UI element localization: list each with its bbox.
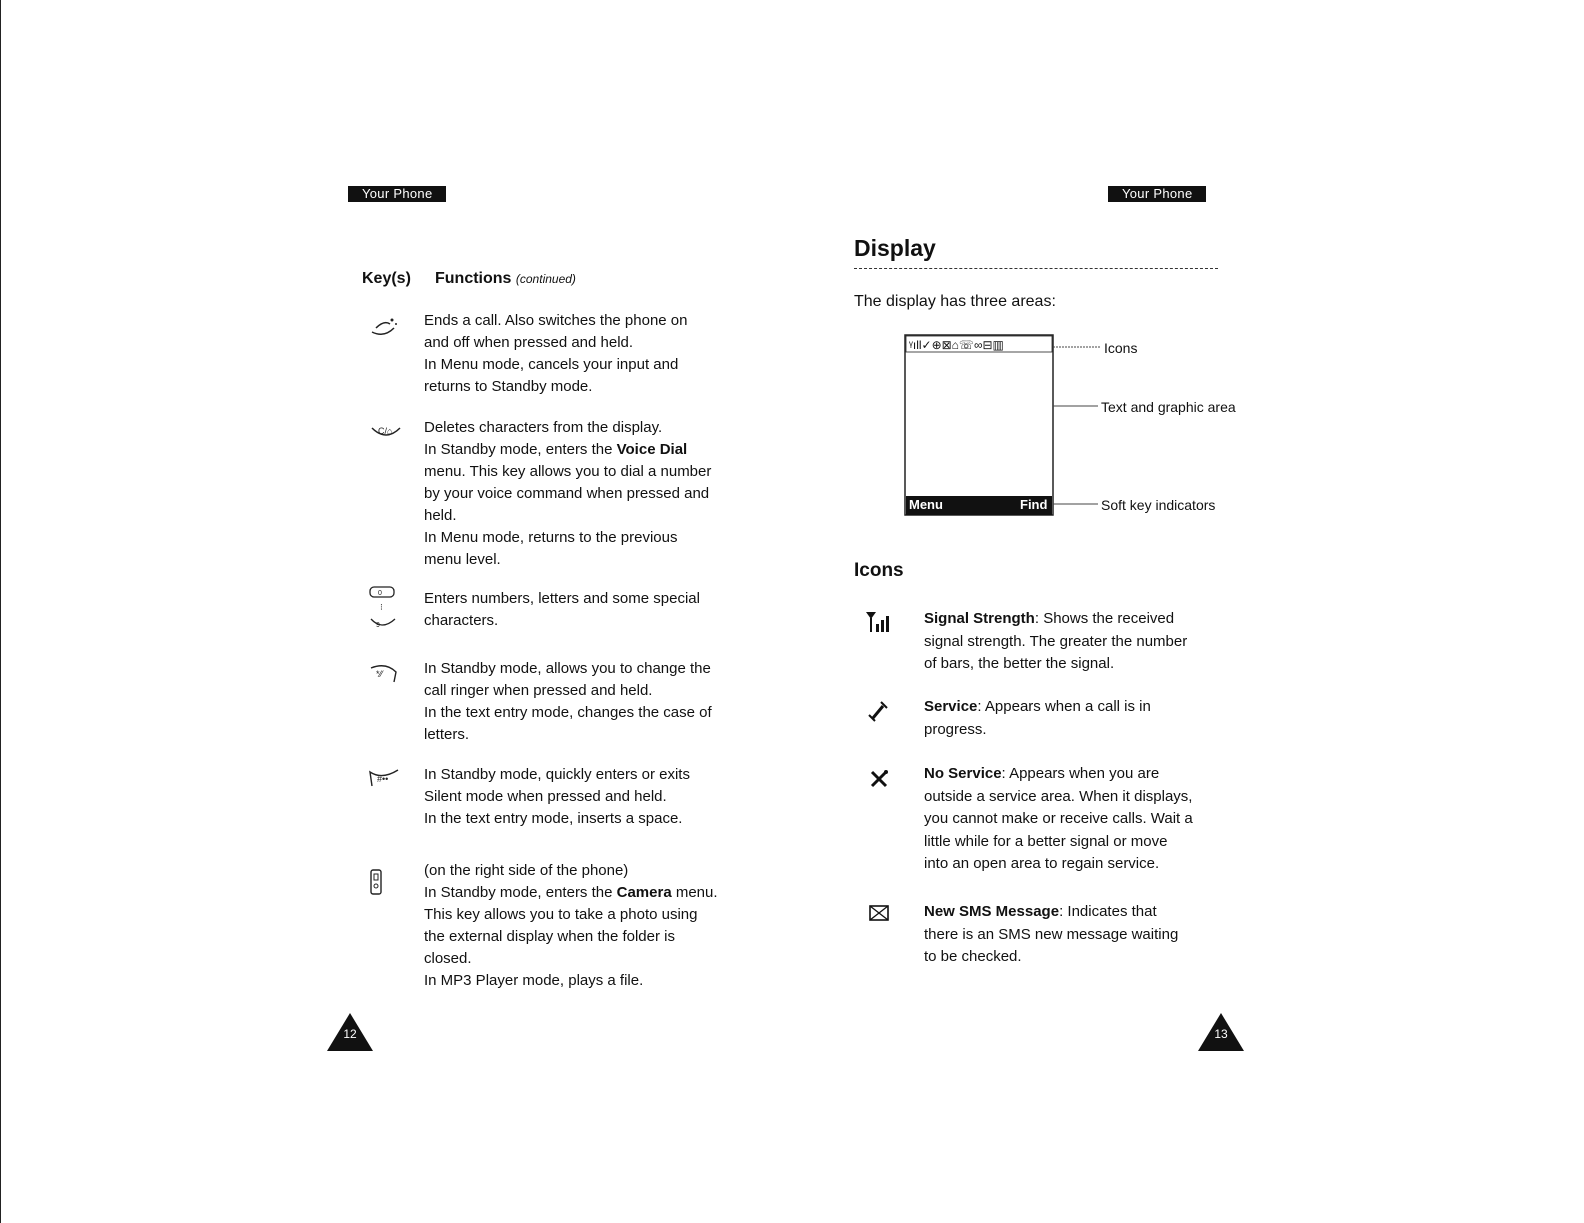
end-key-description — [424, 310, 724, 398]
text-line: New SMS Message: Indicates that — [924, 903, 1157, 920]
text-line: In the text entry mode, inserts a space. — [424, 810, 683, 827]
page-number-text: 13 — [1214, 1027, 1228, 1041]
text-line: Signal Strength: Shows the received — [924, 610, 1175, 627]
page-edge-rule — [0, 0, 1, 1223]
voice-dial-term: Voice Dial — [616, 441, 688, 458]
text-line: by your voice command when pressed and — [424, 485, 710, 502]
text-line: into an open area to regain service. — [924, 855, 1160, 872]
text-line: the external display when the folder is — [424, 928, 675, 945]
text-line: menu level. — [424, 551, 501, 568]
display-intro: The display has three areas: — [854, 293, 1056, 310]
text-line: (on the right side of the phone) — [424, 862, 629, 879]
text-line: In Menu mode, cancels your input and — [424, 356, 679, 373]
text-line: In Menu mode, returns to the previous — [424, 529, 678, 546]
functions-column-header — [435, 270, 576, 288]
icon-term: Service — [924, 698, 978, 715]
text-line: held. — [424, 507, 457, 524]
signal-strength-description — [924, 608, 1187, 676]
text-line: menu. This key allows you to dial a number — [424, 463, 712, 480]
text-line: In Standby mode, allows you to change the — [424, 660, 711, 677]
text-line: No Service: Appears when you are — [924, 765, 1160, 782]
page-number-text: 12 — [343, 1027, 357, 1041]
text-line: In MP3 Player mode, plays a file. — [424, 972, 644, 989]
icons-heading: Icons — [854, 560, 904, 581]
star-key-icon — [368, 662, 400, 691]
text-line: you cannot make or receive calls. Wait a — [924, 810, 1193, 827]
text-line: letters. — [424, 726, 470, 743]
text-line: signal strength. The greater the number — [924, 632, 1188, 650]
callout-text-area: Text and graphic area — [1101, 399, 1236, 415]
sms-message-icon — [864, 902, 894, 929]
end-key-icon — [368, 314, 400, 345]
star-key-description — [424, 658, 724, 746]
no-service-description — [924, 763, 1193, 876]
page-number-left — [327, 1013, 373, 1051]
softkey-left-label: Menu — [909, 497, 943, 512]
camera-term: Camera — [616, 884, 672, 901]
clear-key-description — [424, 417, 724, 571]
text-line: closed. — [424, 950, 472, 967]
service-icon — [864, 698, 894, 727]
text-line: progress. — [924, 720, 987, 738]
svg-text:*⁄⁄: *⁄⁄ — [376, 669, 383, 679]
number-keys-icon — [368, 585, 398, 638]
title-rule — [854, 268, 1218, 269]
icon-strip-glyphs: ᵞıll✓⊕⊠⌂☏∞⊟▥ — [909, 338, 1004, 352]
continued-note: (continued) — [515, 272, 576, 286]
text-span: Shows the received — [1043, 610, 1175, 627]
page-title: Display — [854, 235, 936, 261]
signal-strength-icon — [864, 610, 894, 639]
svg-text:#••: #•• — [377, 774, 389, 784]
text-line: of bars, the better the signal. — [924, 655, 1115, 672]
section-tag: Your Phone — [348, 186, 446, 202]
hash-key-icon — [368, 766, 400, 795]
text-line: Deletes characters from the display. — [424, 419, 663, 436]
text-line: Silent mode when pressed and held. — [424, 788, 667, 805]
icon-term: Signal Strength — [924, 610, 1035, 627]
text-line: outside a service area. When it displays, — [924, 787, 1193, 805]
section-tag: Your Phone — [1108, 186, 1206, 202]
callout-soft-keys: Soft key indicators — [1101, 497, 1216, 513]
text-line: call ringer when pressed and held. — [424, 682, 653, 699]
text-span: In Standby mode, enters the — [424, 441, 617, 458]
service-description — [924, 696, 1151, 741]
number-keys-description — [424, 588, 724, 632]
clear-key-icon — [368, 420, 404, 447]
text-span: Appears when you are — [1009, 765, 1160, 782]
icon-term: New SMS Message — [924, 903, 1060, 920]
svg-text:0: 0 — [378, 590, 382, 597]
camera-side-key-icon — [368, 868, 384, 901]
svg-text:9: 9 — [376, 622, 380, 629]
keys-column-header — [362, 270, 411, 288]
text-line: returns to Standby mode. — [424, 378, 593, 395]
hash-key-description — [424, 764, 724, 830]
softkey-right-label: Find — [1020, 497, 1048, 512]
text-line: characters. — [424, 612, 499, 629]
svg-text:C/⌂: C/⌂ — [378, 426, 393, 436]
page-number-right — [1198, 1013, 1244, 1051]
text-span: Indicates that — [1067, 903, 1157, 920]
text-span: Appears when a call is in — [984, 698, 1151, 715]
text-line — [424, 882, 724, 904]
text-line: and off when pressed and held. — [424, 334, 634, 351]
text-line: to be checked. — [924, 948, 1022, 965]
sms-message-description — [924, 901, 1178, 969]
keys-heading: Key(s) — [362, 270, 411, 287]
text-line — [424, 439, 724, 461]
display-screen-frame — [905, 335, 1053, 515]
callout-icons: Icons — [1104, 340, 1138, 356]
text-span: menu. — [671, 884, 718, 901]
text-line: In Standby mode, quickly enters or exits — [424, 766, 690, 783]
text-line: there is an SMS new message waiting — [924, 925, 1179, 943]
text-line: In the text entry mode, changes the case of — [424, 704, 712, 721]
text-span: In Standby mode, enters the — [424, 884, 617, 901]
text-line: Enters numbers, letters and some special — [424, 590, 700, 607]
camera-key-description — [424, 860, 724, 992]
text-line: This key allows you to take a photo using — [424, 906, 698, 923]
text-line: Ends a call. Also switches the phone on — [424, 312, 688, 329]
display-diagram — [900, 332, 1240, 522]
no-service-icon — [864, 766, 894, 795]
functions-heading: Functions — [435, 270, 512, 287]
text-line: Service: Appears when a call is in — [924, 698, 1151, 715]
text-line: little while for a better signal or move — [924, 832, 1168, 850]
icon-term: No Service — [924, 765, 1002, 782]
svg-text:⁝: ⁝ — [380, 602, 383, 612]
